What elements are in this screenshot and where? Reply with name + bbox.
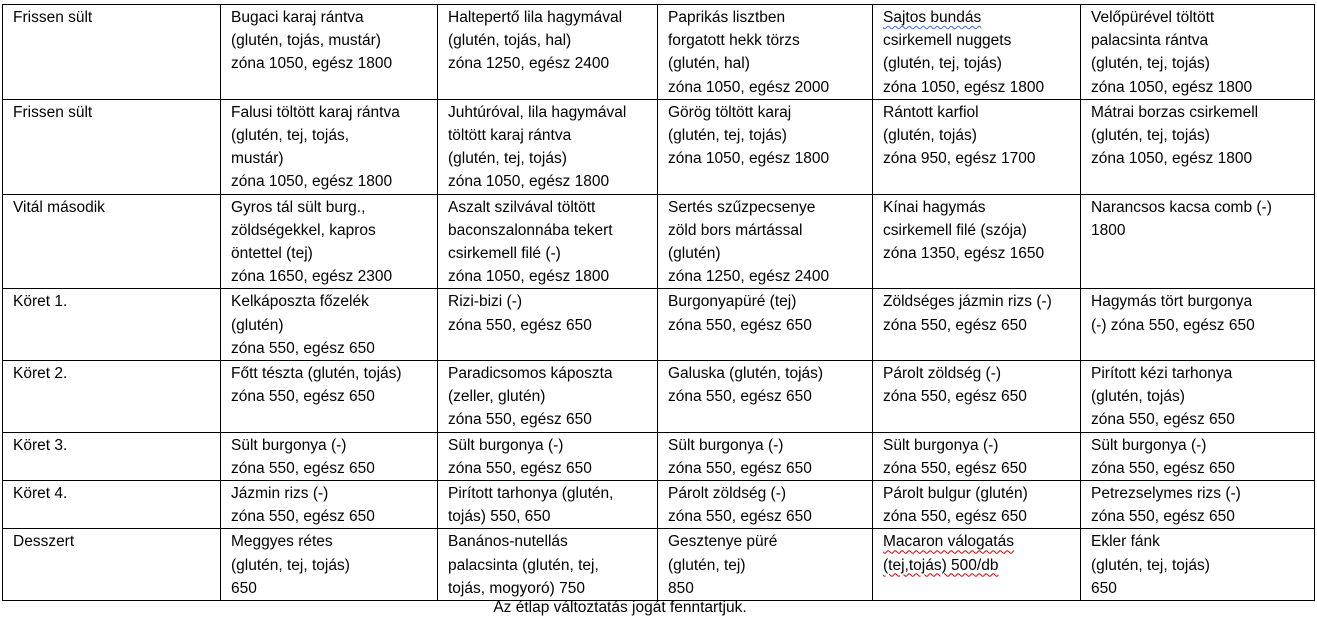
dish-cell	[221, 529, 438, 601]
dish-line: Falusi töltött karaj rántva	[231, 103, 400, 121]
dish-line: zóna 550, egész 650	[883, 388, 1027, 406]
category-cell: Köret 1.	[3, 289, 221, 361]
dish-line: Főtt tészta (glutén, tojás)	[231, 365, 402, 383]
dish-line: 1800	[1091, 221, 1126, 239]
dish-line: Párolt zöldség (-)	[668, 485, 787, 503]
dish-line: (glutén)	[231, 316, 284, 334]
dish-line: (glutén, tojás, mustár)	[231, 32, 381, 50]
dish-line: Sült burgonya (-)	[883, 436, 999, 454]
dish-line: (glutén, tej, tojás)	[1091, 55, 1210, 73]
dish-cell	[873, 99, 1081, 194]
dish-line: zóna 550, egész 650	[1091, 459, 1235, 477]
dish-cell	[873, 194, 1081, 289]
menu-row	[3, 289, 1315, 361]
dish-line: zóna 550, egész 650	[668, 459, 812, 477]
dish-line: palacsinta rántva	[1091, 32, 1209, 50]
dish-line: Kelkáposzta főzelék	[231, 293, 369, 311]
dish-line	[883, 554, 1075, 577]
dish-line: (-) zóna 550, egész 650	[1091, 316, 1255, 334]
dish-line: baconszalonnába tekert	[448, 221, 613, 239]
spellcheck-marked-text: (tej,tojás) 500/db	[883, 556, 999, 574]
dish-line	[883, 530, 1075, 553]
dish-line: (glutén, tojás, hal)	[448, 32, 572, 50]
dish-line: tojás, mogyoró) 750	[448, 579, 585, 597]
dish-line: zóna 1050, egész 1800	[448, 173, 610, 191]
dish-line: zóna 550, egész 650	[448, 316, 592, 334]
dish-line: zóna 1050, egész 1800	[231, 173, 393, 191]
dish-line: tojás) 550, 650	[448, 508, 551, 526]
dish-cell	[438, 289, 658, 361]
dish-line: zóna 1350, egész 1650	[883, 245, 1045, 263]
dish-line: zóna 550, egész 650	[231, 459, 375, 477]
dish-line: Kínai hagymás	[883, 198, 986, 216]
dish-cell	[1081, 99, 1315, 194]
dish-line: Meggyes rétes	[231, 533, 333, 551]
dish-line: palacsinta (glutén, tej,	[448, 556, 599, 574]
spellcheck-marked-text: Sajtos bundás	[883, 9, 982, 26]
dish-cell	[438, 529, 658, 601]
dish-line: zóna 550, egész 650	[668, 316, 812, 334]
dish-line: Rántott karfiol	[883, 103, 979, 121]
dish-line: zóna 1050, egész 1800	[668, 150, 830, 168]
dish-line: Ekler fánk	[1091, 533, 1160, 551]
dish-cell	[438, 361, 658, 433]
dish-cell	[1081, 194, 1315, 289]
dish-cell	[221, 194, 438, 289]
dish-cell	[658, 99, 873, 194]
dish-cell	[221, 5, 438, 100]
spellcheck-marked-text: Macaron válogatás	[883, 533, 1014, 551]
menu-row	[3, 529, 1315, 601]
dish-cell	[1081, 432, 1315, 480]
dish-line: zóna 1050, egész 1800	[448, 268, 610, 286]
dish-line: Galuska (glutén, tojás)	[668, 365, 824, 383]
dish-line: Gesztenye püré	[668, 533, 778, 551]
dish-line: csirkemell filé (-)	[448, 245, 561, 263]
dish-line: (glutén, tojás)	[883, 127, 977, 145]
dish-cell	[658, 432, 873, 480]
dish-line: Mátrai borzas csirkemell	[1091, 103, 1259, 121]
dish-line: zóna 1250, egész 2400	[448, 55, 610, 73]
dish-cell	[1081, 289, 1315, 361]
dish-line: Burgonyapüré (tej)	[668, 293, 797, 311]
dish-cell	[438, 5, 658, 100]
menu-row	[3, 194, 1315, 289]
dish-line: zóna 1050, egész 1800	[1091, 150, 1253, 168]
dish-line: (glutén)	[668, 245, 721, 263]
dish-line: zóna 550, egész 650	[231, 388, 375, 406]
dish-cell	[873, 5, 1081, 100]
dish-line: Gyros tál sült burg.,	[231, 198, 366, 216]
category-cell: Desszert	[3, 529, 221, 601]
dish-line: zóna 550, egész 650	[668, 388, 812, 406]
category-cell: Köret 2.	[3, 361, 221, 433]
dish-cell	[873, 289, 1081, 361]
dish-line: (glutén, tej, tojás)	[883, 55, 1002, 73]
dish-line: Banános-nutellás	[448, 533, 568, 551]
dish-cell	[658, 481, 873, 529]
dish-line: 850	[668, 579, 694, 597]
dish-cell	[438, 432, 658, 480]
dish-cell	[438, 194, 658, 289]
dish-cell	[221, 432, 438, 480]
dish-line: Aszalt szilvával töltött	[448, 198, 596, 216]
dish-line: zóna 550, egész 650	[448, 411, 592, 429]
dish-cell	[873, 432, 1081, 480]
dish-line: Pirított tarhonya (glutén,	[448, 485, 614, 503]
dish-cell	[1081, 529, 1315, 601]
dish-line: forgatott hekk törzs	[668, 32, 800, 50]
dish-line: (zeller, glutén)	[448, 388, 546, 406]
dish-line: Velőpürével töltött	[1091, 9, 1215, 26]
dish-line: (glutén, tej, tojás)	[1091, 127, 1210, 145]
dish-line: Sült burgonya (-)	[1091, 436, 1207, 454]
category-cell: Köret 4.	[3, 481, 221, 529]
dish-line: Görög töltött karaj	[668, 103, 792, 121]
dish-line: zóna 550, egész 650	[1091, 411, 1235, 429]
dish-cell	[438, 99, 658, 194]
dish-cell	[221, 361, 438, 433]
dish-line: zóna 1050, egész 1800	[231, 55, 393, 73]
menu-row	[3, 99, 1315, 194]
dish-line: zóna 1250, egész 2400	[668, 268, 830, 286]
category-cell: Vitál második	[3, 194, 221, 289]
dish-line: zóna 1050, egész 2000	[668, 78, 830, 96]
category-cell: Köret 3.	[3, 432, 221, 480]
dish-line: 650	[1091, 579, 1117, 597]
dish-cell	[221, 481, 438, 529]
dish-line: Narancsos kacsa comb (-)	[1091, 198, 1272, 216]
dish-line: zóna 550, egész 650	[668, 508, 812, 526]
menu-row	[3, 432, 1315, 480]
menu-row	[3, 361, 1315, 433]
dish-cell	[221, 99, 438, 194]
dish-cell	[438, 481, 658, 529]
dish-line: mustár)	[231, 150, 284, 168]
dish-line: Juhtúróval, lila hagymával	[448, 103, 627, 121]
dish-cell	[658, 5, 873, 100]
menu-row	[3, 5, 1315, 100]
dish-line: töltött karaj rántva	[448, 127, 572, 145]
dish-line: Bugaci karaj rántva	[231, 9, 364, 26]
dish-cell	[1081, 481, 1315, 529]
dish-line: (glutén, tej, tojás)	[1091, 556, 1210, 574]
dish-line: Pirított kézi tarhonya	[1091, 365, 1233, 383]
dish-line: Sült burgonya (-)	[668, 436, 784, 454]
dish-line: (glutén, tej, tojás)	[448, 150, 567, 168]
category-cell: Frissen sült	[3, 5, 221, 100]
dish-cell	[873, 529, 1081, 601]
dish-cell	[658, 529, 873, 601]
menu-table-body	[3, 5, 1315, 601]
dish-line: zóna 550, egész 650	[231, 339, 375, 357]
dish-line: Paradicsomos káposzta	[448, 365, 613, 383]
dish-line: zöldségekkel, kapros	[231, 221, 376, 239]
dish-line: Jázmin rizs (-)	[231, 485, 329, 503]
menu-table	[2, 4, 1315, 601]
dish-line: zóna 550, egész 650	[883, 508, 1027, 526]
dish-line: zóna 550, egész 650	[231, 508, 375, 526]
dish-line: zóna 950, egész 1700	[883, 150, 1036, 168]
dish-line: Sült burgonya (-)	[448, 436, 564, 454]
dish-line: 650	[231, 579, 257, 597]
dish-line: zóna 550, egész 650	[883, 459, 1027, 477]
dish-line: zöld bors mártással	[668, 221, 803, 239]
dish-cell	[1081, 5, 1315, 100]
dish-line: zóna 1050, egész 1800	[1091, 78, 1253, 96]
dish-line: zóna 550, egész 650	[1091, 508, 1235, 526]
menu-footer-note: Az étlap változtatás jogát fenntartjuk.	[493, 599, 747, 616]
dish-line: Rizi-bizi (-)	[448, 293, 523, 311]
dish-line: zóna 550, egész 650	[883, 316, 1027, 334]
dish-cell	[658, 361, 873, 433]
dish-line: (glutén, tej)	[668, 556, 746, 574]
dish-line: zóna 1650, egész 2300	[231, 268, 393, 286]
dish-line: Petrezselymes rizs (-)	[1091, 485, 1241, 503]
dish-cell	[873, 481, 1081, 529]
dish-line: zóna 1050, egész 1800	[883, 78, 1045, 96]
dish-line: öntettel (tej)	[231, 245, 313, 263]
dish-cell	[658, 194, 873, 289]
dish-line: csirkemell nuggets	[883, 32, 1012, 50]
dish-line: Hagymás tört burgonya	[1091, 293, 1253, 311]
dish-line: (glutén, tej, tojás,	[231, 127, 350, 145]
dish-line: Sült burgonya (-)	[231, 436, 347, 454]
dish-line: (glutén, hal)	[668, 55, 750, 73]
dish-cell	[873, 361, 1081, 433]
dish-line: Paprikás lisztben	[668, 9, 786, 26]
dish-cell	[221, 289, 438, 361]
dish-line: zóna 550, egész 650	[448, 459, 592, 477]
dish-cell	[1081, 361, 1315, 433]
dish-line: Zöldséges jázmin rizs (-)	[883, 293, 1052, 311]
dish-line: Párolt bulgur (glutén)	[883, 485, 1028, 503]
dish-cell	[658, 289, 873, 361]
dish-line: Sertés szűzpecsenye	[668, 198, 816, 216]
dish-line: (glutén, tej, tojás)	[668, 127, 787, 145]
dish-line	[883, 6, 1075, 29]
dish-line: (glutén, tej, tojás)	[231, 556, 350, 574]
category-cell: Frissen sült	[3, 99, 221, 194]
dish-line: csirkemell filé (szója)	[883, 221, 1027, 239]
dish-line: Haltepertő lila hagymával	[448, 9, 623, 26]
dish-line: Párolt zöldség (-)	[883, 365, 1002, 383]
dish-line: (glutén, tojás)	[1091, 388, 1185, 406]
menu-row	[3, 481, 1315, 529]
